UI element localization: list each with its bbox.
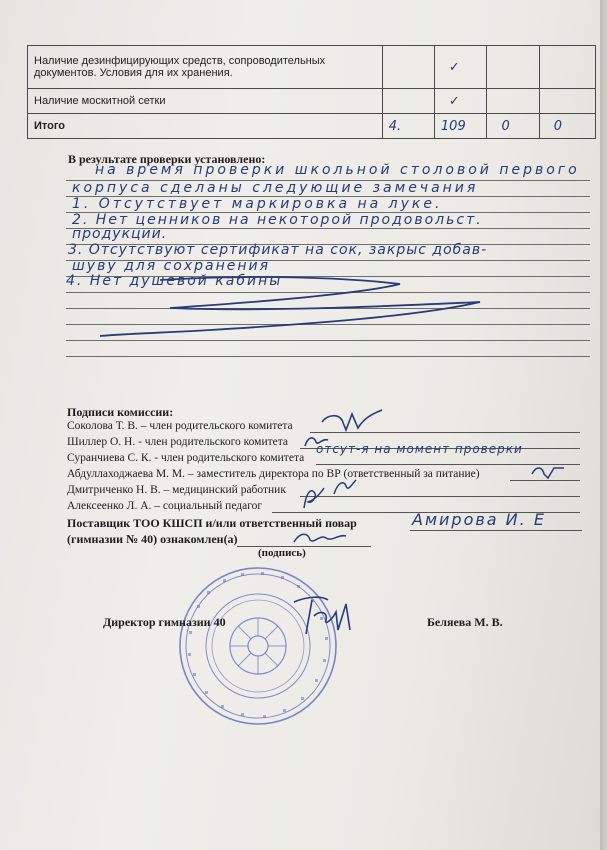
check-cell: ✓ <box>434 46 487 89</box>
cell <box>539 89 595 114</box>
handwritten-line: 3. Отсутствуют сертификат на сок, закрыс добав- <box>68 242 488 258</box>
member-line: Дмитриченко Н. В. – медицинский работник <box>67 484 286 496</box>
cell <box>487 46 539 89</box>
row-label: Наличие дезинфицирующих средств, сопроводительных документов. Условия для их хранения. <box>28 46 383 89</box>
member-line: Суранчиева С. К. - член родительского комитета <box>67 452 305 464</box>
cell <box>382 89 434 114</box>
signature-line <box>410 530 582 531</box>
total-cell: 4. <box>382 114 434 139</box>
checklist-table <box>27 45 596 139</box>
findings-heading: В результате проверки установлено: <box>68 152 266 166</box>
table-row <box>28 46 596 89</box>
signature-caption: (подпись) <box>258 547 306 559</box>
director-name: Беляева М. В. <box>427 615 503 629</box>
cell <box>487 89 539 114</box>
handwritten-note: отсут-я на момент проверки <box>316 442 523 456</box>
table-row <box>28 89 596 114</box>
supplier-line: Поставщик ТОО КШСП и/или ответственный повар <box>67 516 357 530</box>
member-line: Алексеенко Л. А. – социальный педагог <box>67 500 263 512</box>
signatures-title: Подписи комиссии: <box>67 405 174 419</box>
signature <box>290 528 350 548</box>
handwritten-cook-name: Амирова И. Е <box>412 510 546 529</box>
member-line: Шиллер О. Н. - член родительского комитета <box>67 436 288 448</box>
handwritten-line: 2. Нет ценников на некоторой продовольст. <box>72 212 483 228</box>
handwritten-line: продукции. <box>72 226 168 242</box>
handwritten-line: шуву для сохранения <box>72 258 271 274</box>
director-label: Директор гимназии 40 <box>103 615 226 629</box>
table-row-total <box>28 114 596 139</box>
handwritten-line: на время проверки школьной столовой первого <box>95 162 580 178</box>
director-signature <box>288 590 358 640</box>
signature <box>298 484 328 512</box>
total-cell: 109 <box>434 114 487 139</box>
check-cell: ✓ <box>434 89 487 114</box>
row-label: Наличие москитной сетки <box>28 89 383 114</box>
signature <box>528 462 568 482</box>
handwritten-line: 4. Нет душевой кабины <box>66 273 283 289</box>
total-cell: 0 <box>539 114 595 139</box>
paper-edge <box>600 0 607 850</box>
strike-out-scribble <box>60 272 520 342</box>
cell <box>382 46 434 89</box>
handwritten-line: 1. Отсутствует маркировка на луке. <box>72 196 443 212</box>
rule-line <box>66 356 590 357</box>
handwritten-line: корпуса сделаны следующие замечания <box>72 180 479 196</box>
total-cell: 0 <box>487 114 539 139</box>
member-line: Соколова Т. В. – член родительского комитета <box>67 420 293 432</box>
row-label: Итого <box>28 114 383 139</box>
cell <box>539 46 595 89</box>
supplier-line: (гимназии № 40) ознакомлен(а) <box>67 532 238 546</box>
member-line: Абдуллаходжаева М. М. – заместитель директора по ВР (ответственный за питание) <box>67 468 480 480</box>
signature <box>330 476 360 498</box>
